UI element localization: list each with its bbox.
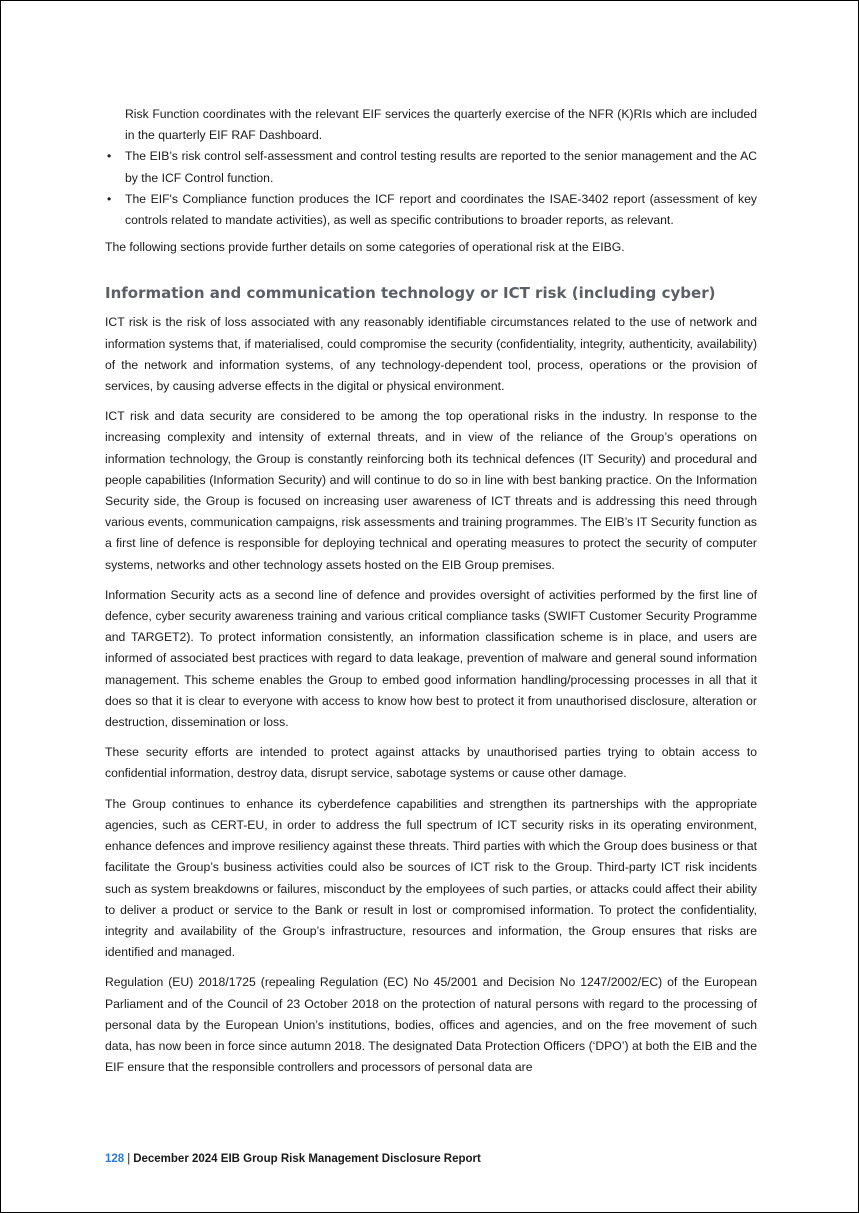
bullet-item xyxy=(105,146,757,188)
paragraph: The Group continues to enhance its cyberdefence capabilities and strengthen its partnerships with the appropriate agencies, such as CERT-EU, in order to address the full spectrum of ICT security risks in its operating environment, enhance defences and improve resiliency against these threats. Third parties with which the Group does business or that facilitate the Group’s business activities could also be sources of ICT risk to the Group. Third-party ICT risk incidents such as system breakdowns or failures, misconduct by the employees of such parties, or attacks could affect their ability to deliver a product or service to the Bank or result in lost or compromised information. To protect the confidentiality, integrity and availability of the Group’s infrastructure, resources and information, the Group ensures that risks are identified and managed. xyxy=(105,796,757,960)
paragraph: Regulation (EU) 2018/1725 (repealing Regulation (EC) No 45/2001 and Decision No 1247/2002/EC) of the European Parliament and of the Council of 23 October 2018 on the protection of natural persons with regard to the processing of personal data by the European Union’s institutions, bodies, offices and agencies, and on the free movement of such data, has now been in force since autumn 2018. The designated Data Protection Officers (‘DPO’) at both the EIB and the EIF ensure that the responsible controllers and processors of personal data are xyxy=(105,975,757,1075)
page-body xyxy=(105,104,757,1087)
bullet-text: The EIB’s risk control self-assessment and control testing results are reported to the senior management and the AC by the ICF Control function. xyxy=(125,149,757,185)
bullet-icon: • xyxy=(107,191,112,206)
footer-title: December 2024 EIB Group Risk Management Disclosure Report xyxy=(133,1153,481,1165)
paragraph: Information Security acts as a second line of defence and provides oversight of activities performed by the first line of defence, cyber security awareness training and various critical compliance tasks (SWIFT Customer Security Programme and TARGET2). To protect information consistently, an information classification scheme is in place, and users are informed of associated best practices with regard to data leakage, prevention of malware and general sound information management. This scheme enables the Group to embed good information handling/processing processes in all that it does so that it is clear to everyone with access to know how best to protect it from unauthorised disclosure, alteration or destruction, dissemination or loss. xyxy=(105,587,757,730)
paragraph: ICT risk and data security are considered to be among the top operational risks in the industry. In response to the increasing complexity and intensity of external threats, and in view of the reliance of the Group’s operations on information technology, the Group is constantly reinforcing both its technical defences (IT Security) and procedural and people capabilities (Information Security) and will continue to do so in line with best banking practice. On the Information Security side, the Group is focused on increasing user awareness of ICT threats and is addressing this need through various events, communication campaigns, risk assessments and training programmes. The EIB’s IT Security function as a first line of defence is responsible for deploying technical and operating measures to protect the security of computer systems, networks and other technology assets hosted on the EIB Group premises. xyxy=(105,409,757,572)
bullet-list xyxy=(105,146,757,231)
page-number: 128 xyxy=(105,1153,125,1165)
lead-sentence: The following sections provide further details on some categories of operational risk at the EIBG. xyxy=(105,240,625,255)
footer-separator: | xyxy=(127,1153,131,1165)
paragraph: ICT risk is the risk of loss associated with any reasonably identifiable circumstances related to the use of network and information systems that, if materialised, could compromise the security (confidentiality, integrity, authenticity, availability) of the network and information systems, of any technology-dependent tool, process, operations or the provision of services, by causing adverse effects in the digital or physical environment. xyxy=(105,315,757,394)
bullet-item xyxy=(105,189,757,231)
bullet-text: The EIF's Compliance function produces the ICF report and coordinates the ISAE-3402 report (assessment of key controls related to mandate activities), as well as specific contributions to broader reports, as relevant. xyxy=(125,191,757,228)
paragraph: These security efforts are intended to protect against attacks by unauthorised parties trying to obtain access to confidential information, destroy data, disrupt service, sabotage systems or cause other damage. xyxy=(105,745,757,781)
intro-continuation: Risk Function coordinates with the relevant EIF services the quarterly exercise of the NFR (K)RIs which are included in the quarterly EIF RAF Dashboard. xyxy=(125,107,757,143)
bullet-icon: • xyxy=(107,149,112,164)
page-footer xyxy=(105,1153,481,1165)
section-heading: Information and communication technology or ICT risk (including cyber) xyxy=(105,284,716,303)
